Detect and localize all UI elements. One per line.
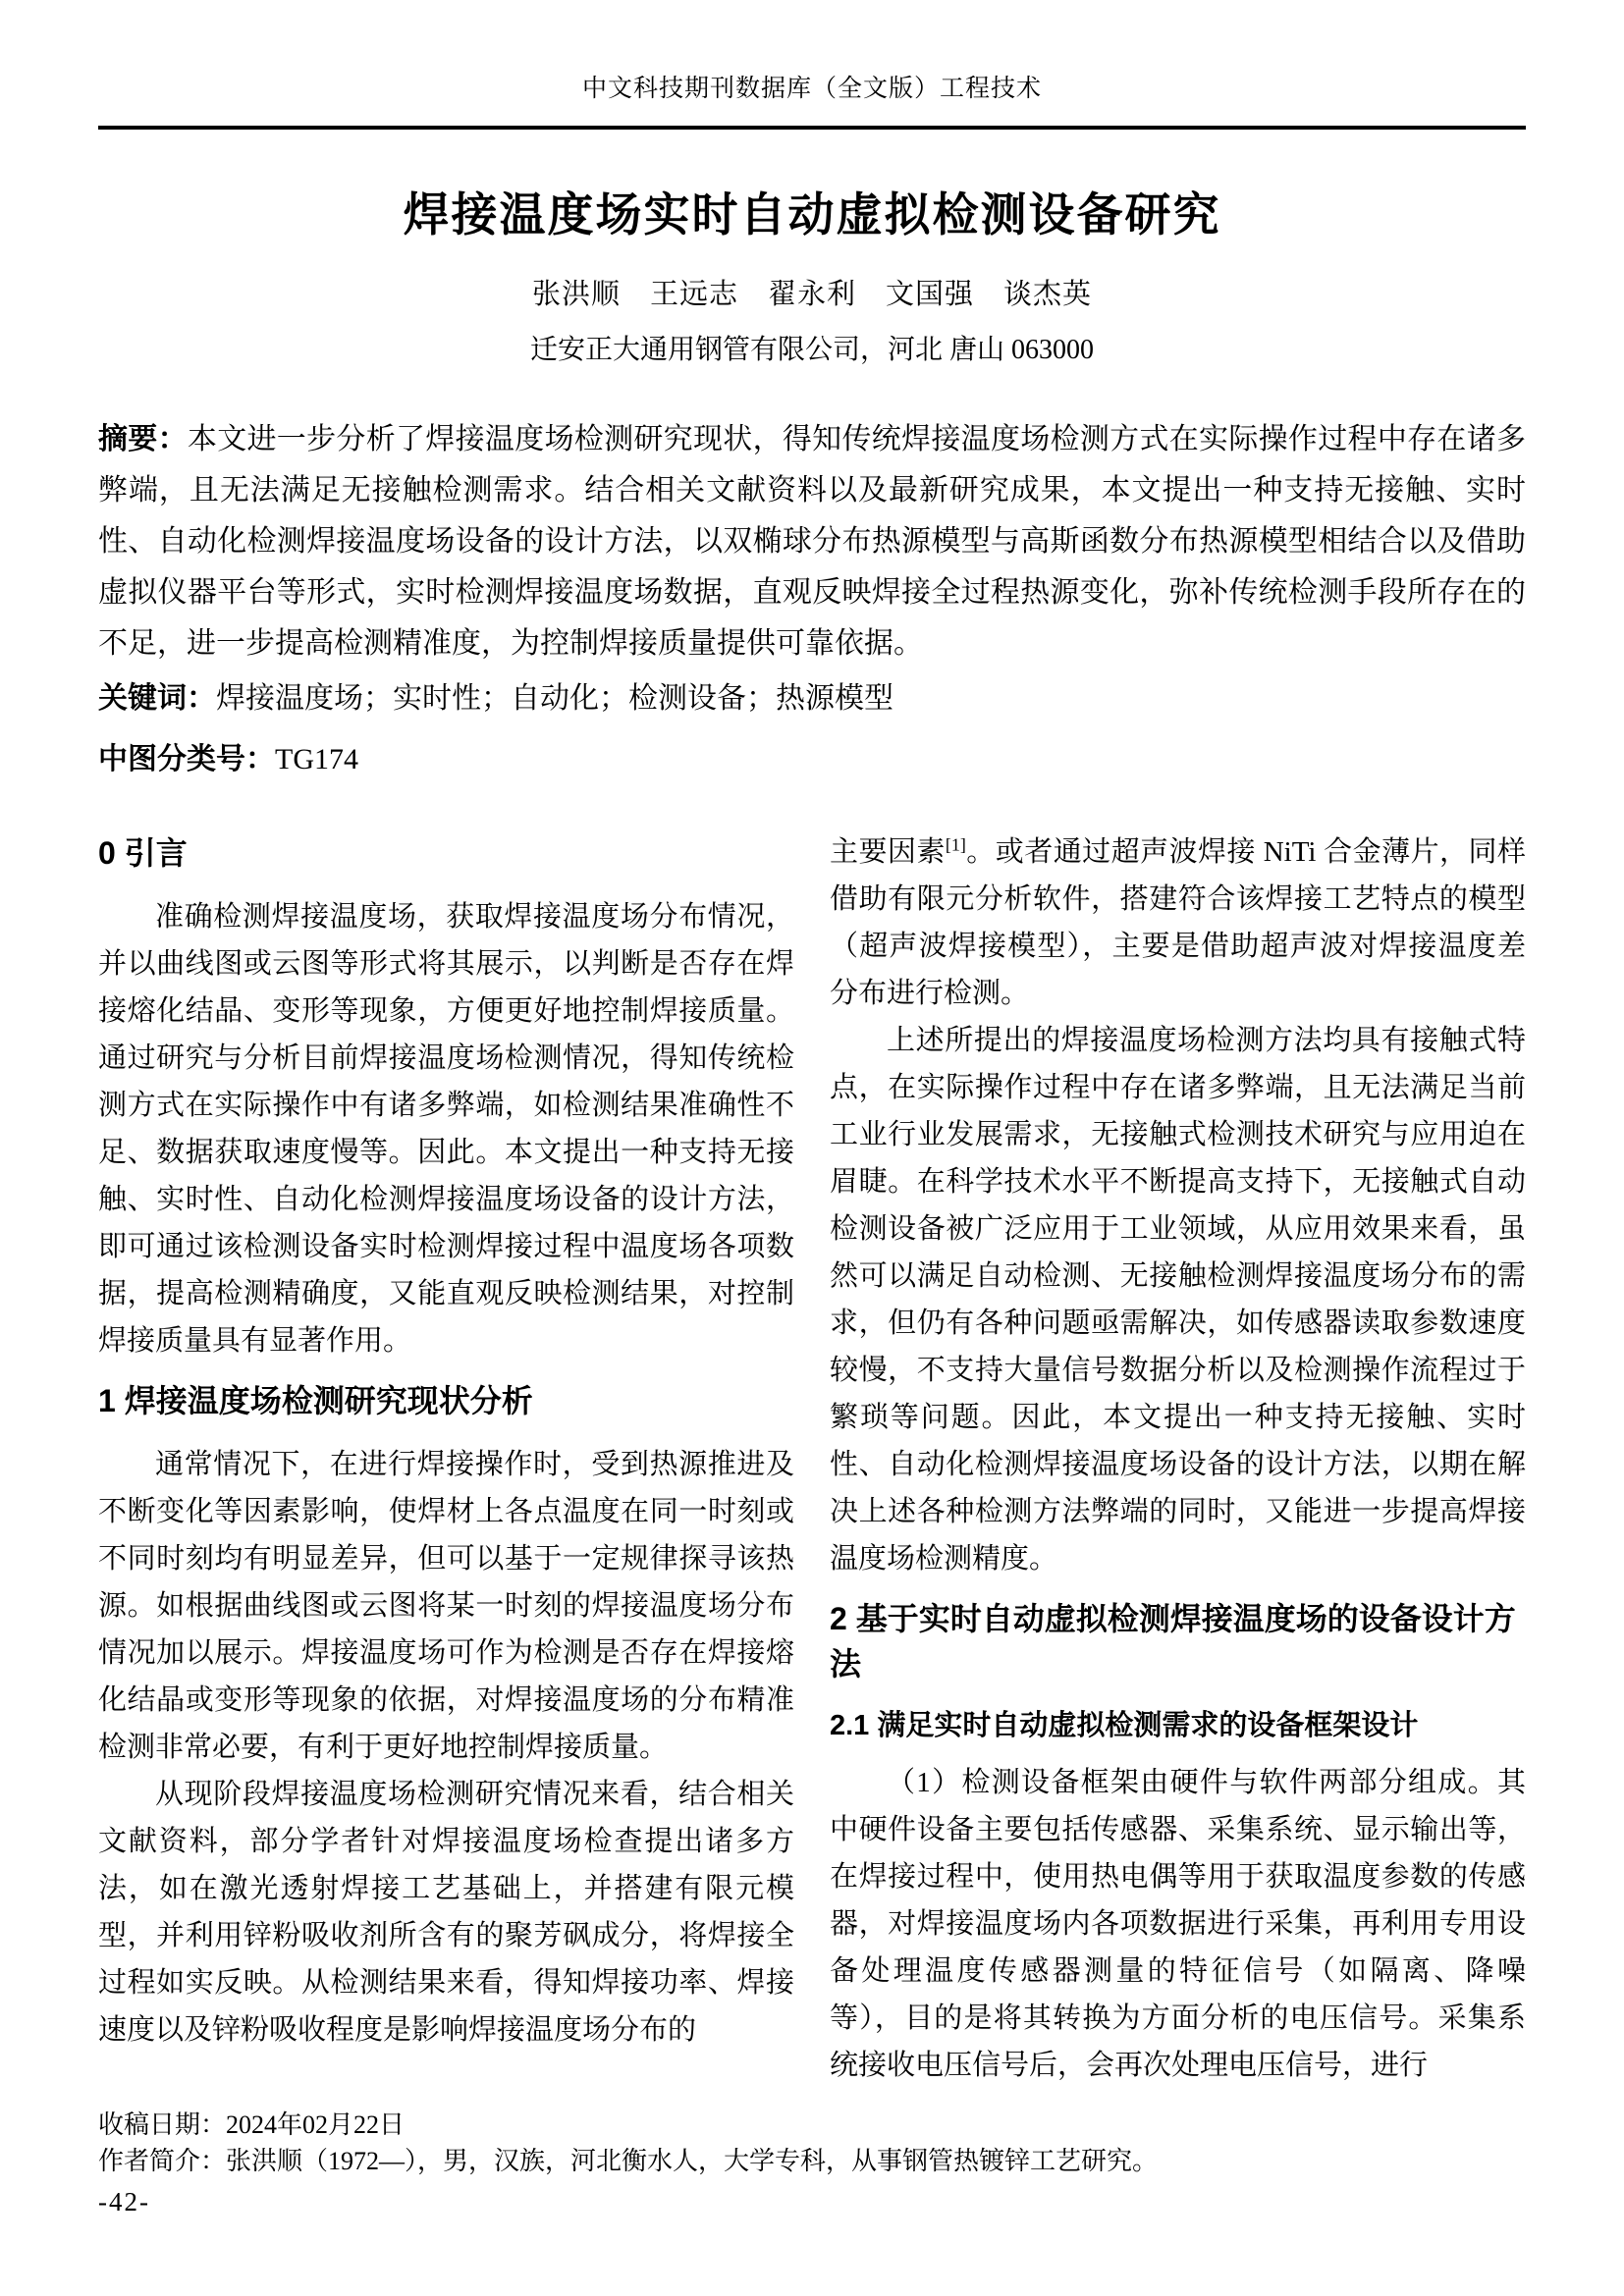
paragraph-s1-2-continuation bbox=[830, 828, 1526, 1017]
affiliation-line: 迁安正大通用钢管有限公司，河北 唐山 063000 bbox=[529, 335, 1094, 365]
section-heading-intro: 0 引言 bbox=[98, 835, 188, 871]
clc-label: 中图分类号： bbox=[98, 743, 275, 775]
keywords-text: 焊接温度场；实时性；自动化；检测设备；热源模型 bbox=[216, 682, 893, 715]
section-heading-2: 2 基于实时自动虚拟检测焊接温度场的设备设计方法 bbox=[830, 1601, 1516, 1682]
paragraph-intro-1: 准确检测焊接温度场，获取焊接温度场分布情况，并以曲线图或云图等形式将其展示，以判断是否存在焊接熔化结晶、变形等现象，方便更好地控制焊接质量。通过研究与分析目前焊接温度场检测情况，得知传统检测方式在实际操作中有诸多弊端，如检测结果准确性不足、数据获取速度慢等。因此。本文提出一种支持无接触、实时性、自动化检测焊接温度场设备的设计方法，即可通过该检测设备实时检测焊接过程中温度场各项数据，提高检测精确度，又能直观反映检测结果，对控制焊接质量具有显著作用。 bbox=[98, 901, 794, 1357]
page-number: -42- bbox=[98, 2187, 150, 2216]
right-column bbox=[830, 828, 1526, 2089]
paragraph-s1-2: 从现阶段焊接温度场检测研究情况来看，结合相关文献资料，部分学者针对焊接温度场检查提出诸多方法，如在激光透射焊接工艺基础上，并搭建有限元模型，并利用锌粉吸收剂所含有的聚芳砜成分，将焊接全过程如实反映。从检测结果来看，得知焊接功率、焊接速度以及锌粉吸收程度是影响焊接温度场分布的 bbox=[98, 1779, 794, 2046]
section-heading-1: 1 焊接温度场检测研究现状分析 bbox=[98, 1383, 533, 1418]
paragraph-s2-1: （1）检测设备框架由硬件与软件两部分组成。其中硬件设备主要包括传感器、采集系统、显示输出等，在焊接过程中，使用热电偶等用于获取温度参数的传感器，对焊接温度场内各项数据进行采集，再利用专用设备处理温度传感器测量的特征信号（如隔离、降噪等），目的是将其转换为方面分析的电压信号。采集系统接收电压信号后，会再次处理电压信号，进行 bbox=[830, 1767, 1526, 2081]
header-divider bbox=[98, 126, 1526, 130]
clc-value: TG174 bbox=[275, 743, 358, 775]
keywords-label: 关键词： bbox=[98, 682, 216, 715]
continuation-text-post: 。或者通过超声波焊接 NiTi 合金薄片，同样借助有限元分析软件，搭建符合该焊接工艺特点的模型（超声波焊接模型），主要是借助超声波对焊接温度差分布进行检测。 bbox=[830, 836, 1526, 1009]
paragraph-s1-1: 通常情况下，在进行焊接操作时，受到热源推进及不断变化等因素影响，使焊材上各点温度在同一时刻或不同时刻均有明显差异，但可以基于一定规律探寻该热源。如根据曲线图或云图将某一时刻的焊接温度场分布情况加以展示。焊接温度场可作为检测是否存在焊接熔化结晶或变形等现象的依据，对焊接温度场的分布精准检测非常必要，有利于更好地控制焊接质量。 bbox=[98, 1449, 794, 1763]
paragraph-s1-3: 上述所提出的焊接温度场检测方法均具有接触式特点，在实际操作过程中存在诸多弊端，且无法满足当前工业行业发展需求，无接触式检测技术研究与应用迫在眉睫。在科学技术水平不断提高支持下，无接触式自动检测设备被广泛应用于工业领域，从应用效果来看，虽然可以满足自动检测、无接触检测焊接温度场分布的需求，但仍有各种问题亟需解决，如传感器读取参数速度较慢，不支持大量信号数据分析以及检测操作流程过于繁琐等问题。因此，本文提出一种支持无接触、实时性、自动化检测焊接温度场设备的设计方法，以期在解决上述各种检测方法弊端的同时，又能进一步提高焊接温度场检测精度。 bbox=[830, 1025, 1526, 1575]
abstract-block bbox=[98, 414, 1526, 669]
journal-header: 中文科技期刊数据库（全文版）工程技术 bbox=[581, 76, 1042, 102]
received-date: 收稿日期：2024年02月22日 bbox=[98, 2110, 406, 2139]
authors-line: 张洪顺 王远志 翟永利 文国强 谈杰英 bbox=[531, 279, 1092, 310]
clc-block bbox=[98, 734, 1526, 785]
body-columns bbox=[98, 828, 1526, 2089]
article-title: 焊接温度场实时自动虚拟检测设备研究 bbox=[403, 188, 1221, 240]
continuation-text-pre: 主要因素 bbox=[830, 836, 946, 868]
abstract-text: 本文进一步分析了焊接温度场检测研究现状，得知传统焊接温度场检测方式在实际操作过程中存在诸多弊端，且无法满足无接触检测需求。结合相关文献资料以及最新研究成果，本文提出一种支持无接触、实时性、自动化检测焊接温度场设备的设计方法，以双椭球分布热源模型与高斯函数分布热源模型相结合以及借助虚拟仪器平台等形式，实时检测焊接温度场数据，直观反映焊接全过程热源变化，弥补传统检测手段所存在的不足，进一步提高检测精准度，为控制焊接质量提供可靠依据。 bbox=[98, 423, 1527, 660]
keywords-block bbox=[98, 673, 1526, 724]
abstract-label: 摘要： bbox=[98, 423, 188, 455]
subsection-heading-2-1: 2.1 满足实时自动虚拟检测需求的设备框架设计 bbox=[830, 1710, 1419, 1741]
reference-marker-1: [1] bbox=[945, 834, 966, 855]
author-bio: 作者简介：张洪顺（1972—），男，汉族，河北衡水人，大学专科，从事钢管热镀锌工艺研究。 bbox=[98, 2147, 1159, 2175]
footnote-block bbox=[98, 2107, 1526, 2179]
left-column bbox=[98, 828, 794, 2089]
